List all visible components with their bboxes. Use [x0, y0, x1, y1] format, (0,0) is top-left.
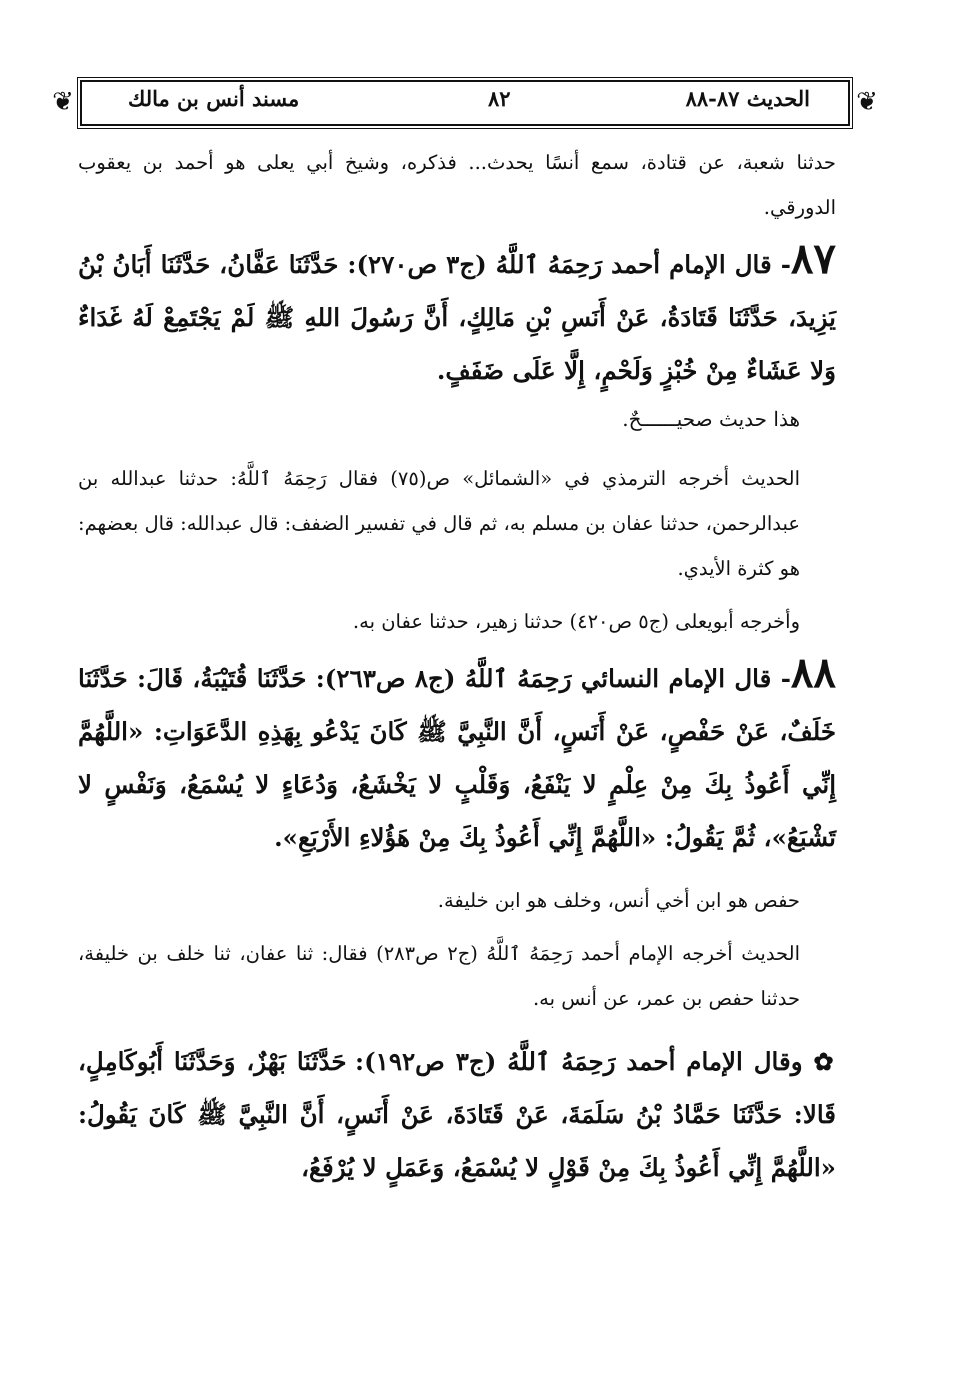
- hadith-number-87: ٨٧: [790, 234, 836, 283]
- ornament-right-icon: ❦: [856, 87, 878, 117]
- page-body: [78, 140, 836, 1194]
- header-section-title: الحديث ٨٧-٨٨: [685, 86, 810, 111]
- header-book-title: مسند أنس بن مالك: [128, 86, 300, 111]
- hadith-88: [78, 648, 836, 864]
- takhrij-87-abuyala: وأخرجه أبويعلى (ج٥ ص٤٢٠) حدثنا زهير، حدثنا عفان به.: [352, 610, 800, 633]
- paragraph-continuation: حدثنا شعبة، عن قتادة، سمع أنسًا يحدث... فذكره، وشيخ أبي يعلى هو أحمد بن يعقوب الدورقي.: [78, 151, 836, 219]
- hadith-88-ahmad: [78, 1035, 836, 1194]
- hadith-number-88: ٨٨: [790, 648, 836, 697]
- hadith-87-text: - قال الإمام أحمد رَحِمَهُ ٱللَّهُ (ج٣ ص٢٧٠): حَدَّثَنَا عَفَّانُ، حَدَّثَنَا أَبَانُ بْنُ يَزِيدَ، حَدَّثَنَا قَتَادَةُ، عَنْ أَنَسِ بْنِ مَالِكٍ، أَنَّ رَسُولَ اللهِ ﷺ لَمْ يَجْتَمِعْ لَهُ غَدَاءٌ وَلا عَشَاءٌ مِنْ خُبْزٍ وَلَحْمٍ، إِلَّا عَلَى ضَفَفٍ.: [78, 250, 836, 385]
- page-number: ٨٢: [488, 86, 511, 111]
- note-88-ahmad: الحديث أخرجه الإمام أحمد رَحِمَهُ ٱللَّهُ (ج٢ ص٢٨٣) فقال: ثنا عفان، ثنا خلف بن خليفة، حدثنا حفص بن عمر، عن أنس به.: [78, 942, 800, 1010]
- hadith-88-text: - قال الإمام النسائي رَحِمَهُ ٱللَّهُ (ج٨ ص٢٦٣): حَدَّثَنَا قُتَيْبَةُ، قَالَ: حَدَّثَنَا خَلَفٌ، عَنْ حَفْصٍ، عَنْ أَنَسٍ، أَنَّ النَّبِيَّ ﷺ كَانَ يَدْعُو بِهَذِهِ الدَّعَوَاتِ: «اللَّهُمَّ إِنِّي أَعُوذُ بِكَ مِنْ عِلْمٍ لا يَنْفَعُ، وَقَلْبٍ لا يَخْشَعُ، وَدُعَاءٍ لا يُسْمَعُ، وَنَفْسٍ لا تَشْبَعُ»، ثُمَّ يَقُولُ: «اللَّهُمَّ إِنِّي أَعُوذُ بِكَ مِنْ هَؤُلاءِ الأَرْبَعِ».: [78, 664, 836, 852]
- takhrij-87-tirmidhi: الحديث أخرجه الترمذي في «الشمائل» ص(٧٥) فقال رَحِمَهُ ٱللَّهُ: حدثنا عبدالله بن عبدالرحمن، حدثنا عفان بن مسلم به، ثم قال في تفسير الضفف: قال عبدالله: قال بعضهم: هو كثرة الأيدي.: [78, 467, 800, 580]
- hadith-87: [78, 234, 836, 397]
- hadith-88-ahmad-text: وقال الإمام أحمد رَحِمَهُ ٱللَّهُ (ج٣ ص١٩٢): حَدَّثَنَا بَهْزٌ، وَحَدَّثَنَا أَبُوكَامِلٍ، قَالا: حَدَّثَنَا حَمَّادُ بْنُ سَلَمَةَ، عَنْ قَتَادَةَ، عَنْ أَنَسٍ، أَنَّ النَّبِيَّ ﷺ كَانَ يَقُولُ: «اللَّهُمَّ إِنِّي أَعُوذُ بِكَ مِنْ قَوْلٍ لا يُسْمَعُ، وَعَمَلٍ لا يُرْفَعُ،: [78, 1047, 836, 1182]
- flower-star-icon: ✿: [813, 1047, 837, 1076]
- note-88-narrators: حفص هو ابن أخي أنس، وخلف هو ابن خليفة.: [437, 889, 800, 912]
- ornament-left-icon: ❦: [52, 87, 74, 117]
- page-header: [50, 80, 880, 126]
- grading-87: هذا حديث صحيــــــحٌ.: [622, 407, 800, 431]
